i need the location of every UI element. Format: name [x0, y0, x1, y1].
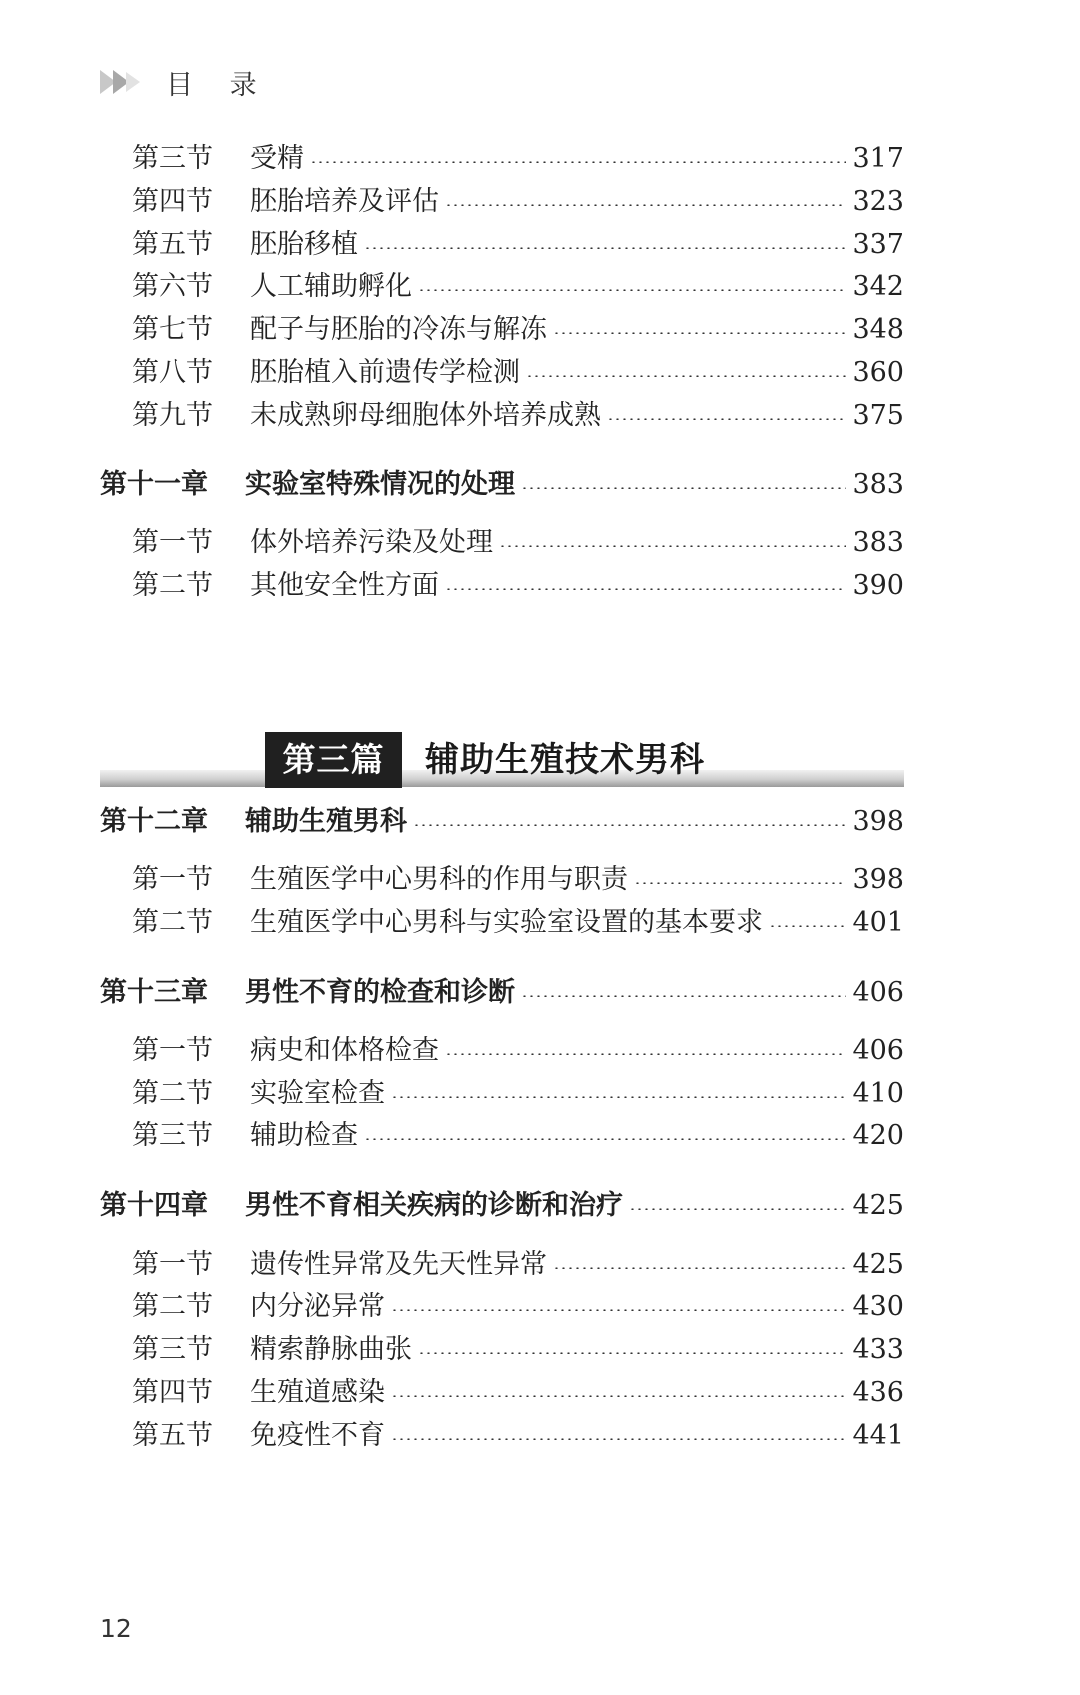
page-ref: 436 [852, 1377, 904, 1408]
dot-leader [769, 925, 846, 927]
dot-leader [445, 204, 846, 206]
toc-section-row [132, 1034, 904, 1068]
section-title: 生殖医学中心男科的作用与职责 [250, 864, 628, 895]
toc-section-row [132, 1248, 904, 1282]
section-number: 第一节 [132, 527, 213, 558]
page-ref: 383 [852, 469, 904, 500]
chapter-number: 第十三章 [100, 977, 208, 1008]
section-title: 病史和体格检查 [250, 1035, 439, 1066]
dot-leader [391, 1096, 846, 1098]
chapter-title: 实验室特殊情况的处理 [245, 469, 515, 500]
section-title: 人工辅助孵化 [250, 271, 412, 302]
section-title: 胚胎移植 [250, 229, 358, 260]
page-ref: 360 [852, 357, 904, 388]
toc-section-row [132, 1290, 904, 1324]
dot-leader [413, 824, 846, 826]
section-title: 未成熟卵母细胞体外培养成熟 [250, 400, 601, 431]
dot-leader [521, 995, 846, 997]
page-ref: 425 [852, 1249, 904, 1280]
double-chevron-right-icon [100, 68, 146, 96]
page-ref: 401 [852, 907, 904, 938]
page-ref: 342 [852, 271, 904, 302]
dot-leader [418, 289, 846, 291]
page-ref: 425 [852, 1190, 904, 1221]
page-ref: 433 [852, 1334, 904, 1365]
section-title: 实验室检查 [250, 1078, 385, 1109]
dot-leader [445, 1053, 846, 1055]
page-ref: 337 [852, 229, 904, 260]
toc-section-row [132, 906, 904, 940]
toc-section-row [132, 356, 904, 390]
dot-leader [553, 332, 846, 334]
part-title: 辅助生殖技术男科 [425, 740, 705, 780]
dot-leader [634, 882, 846, 884]
section-number: 第二节 [132, 570, 213, 601]
section-title: 免疫性不育 [250, 1420, 385, 1451]
section-title: 配子与胚胎的冷冻与解冻 [250, 314, 547, 345]
toc-chapter-row [100, 976, 904, 1010]
chapter-title: 男性不育的检查和诊断 [245, 977, 515, 1008]
dot-leader [445, 588, 846, 590]
dot-leader [418, 1352, 846, 1354]
page-ref: 398 [852, 806, 904, 837]
toc-section-row [132, 863, 904, 897]
section-title: 辅助检查 [250, 1120, 358, 1151]
part-label: 第三篇 [265, 732, 402, 788]
section-number: 第二节 [132, 1078, 213, 1109]
page-ref: 441 [852, 1420, 904, 1451]
section-number: 第八节 [132, 357, 213, 388]
section-number: 第三节 [132, 1120, 213, 1151]
dot-leader [526, 375, 846, 377]
dot-leader [391, 1438, 846, 1440]
page-ref: 430 [852, 1291, 904, 1322]
toc-section-row [132, 526, 904, 560]
page-ref: 406 [852, 977, 904, 1008]
section-title: 生殖医学中心男科与实验室设置的基本要求 [250, 907, 763, 938]
section-number: 第二节 [132, 1291, 213, 1322]
section-title: 其他安全性方面 [250, 570, 439, 601]
chapter-number: 第十一章 [100, 469, 208, 500]
page-ref: 420 [852, 1120, 904, 1151]
page-ref: 390 [852, 570, 904, 601]
chapter-title: 男性不育相关疾病的诊断和治疗 [245, 1190, 623, 1221]
dot-leader [310, 161, 846, 163]
toc-chapter-row [100, 468, 904, 502]
page-ref: 383 [852, 527, 904, 558]
page-ref: 398 [852, 864, 904, 895]
section-number: 第七节 [132, 314, 213, 345]
section-title: 胚胎培养及评估 [250, 186, 439, 217]
section-number: 第二节 [132, 907, 213, 938]
section-title: 生殖道感染 [250, 1377, 385, 1408]
toc-section-row [132, 228, 904, 262]
dot-leader [364, 247, 846, 249]
dot-leader [553, 1267, 846, 1269]
section-title: 胚胎植入前遗传学检测 [250, 357, 520, 388]
section-number: 第五节 [132, 1420, 213, 1451]
chapter-number: 第十二章 [100, 806, 208, 837]
section-number: 第六节 [132, 271, 213, 302]
toc-section-row [132, 569, 904, 603]
chapter-number: 第十四章 [100, 1190, 208, 1221]
section-number: 第三节 [132, 1334, 213, 1365]
page-ref: 406 [852, 1035, 904, 1066]
toc-section-row [132, 1376, 904, 1410]
dot-leader [391, 1395, 846, 1397]
toc-section-row [132, 1333, 904, 1367]
toc-chapter-row [100, 1189, 904, 1223]
section-number: 第一节 [132, 1249, 213, 1280]
section-number: 第九节 [132, 400, 213, 431]
toc-section-row [132, 1119, 904, 1153]
page-ref: 375 [852, 400, 904, 431]
toc-section-row [132, 142, 904, 176]
chapter-title: 辅助生殖男科 [245, 806, 407, 837]
toc-section-row [132, 399, 904, 433]
page-ref: 410 [852, 1078, 904, 1109]
page-header [100, 62, 271, 102]
section-title: 精索静脉曲张 [250, 1334, 412, 1365]
toc-section-row [132, 1077, 904, 1111]
dot-leader [499, 545, 846, 547]
dot-leader [364, 1138, 846, 1140]
section-number: 第五节 [132, 229, 213, 260]
toc-section-row [132, 185, 904, 219]
section-number: 第四节 [132, 1377, 213, 1408]
dot-leader [629, 1208, 846, 1210]
page-ref: 317 [852, 143, 904, 174]
section-number: 第三节 [132, 143, 213, 174]
dot-leader [521, 487, 846, 489]
page-ref: 348 [852, 314, 904, 345]
dot-leader [607, 418, 846, 420]
page-ref: 323 [852, 186, 904, 217]
section-number: 第一节 [132, 864, 213, 895]
section-number: 第一节 [132, 1035, 213, 1066]
section-title: 遗传性异常及先天性异常 [250, 1249, 547, 1280]
section-number: 第四节 [132, 186, 213, 217]
section-title: 内分泌异常 [250, 1291, 385, 1322]
section-title: 体外培养污染及处理 [250, 527, 493, 558]
toc-header-title: 目 录 [166, 69, 271, 101]
toc-chapter-row [100, 805, 904, 839]
toc-section-row [132, 313, 904, 347]
part-banner [100, 728, 904, 792]
toc-section-row [132, 270, 904, 304]
section-title: 受精 [250, 143, 304, 174]
toc-section-row [132, 1419, 904, 1453]
page-number: 12 [100, 1614, 132, 1643]
dot-leader [391, 1309, 846, 1311]
